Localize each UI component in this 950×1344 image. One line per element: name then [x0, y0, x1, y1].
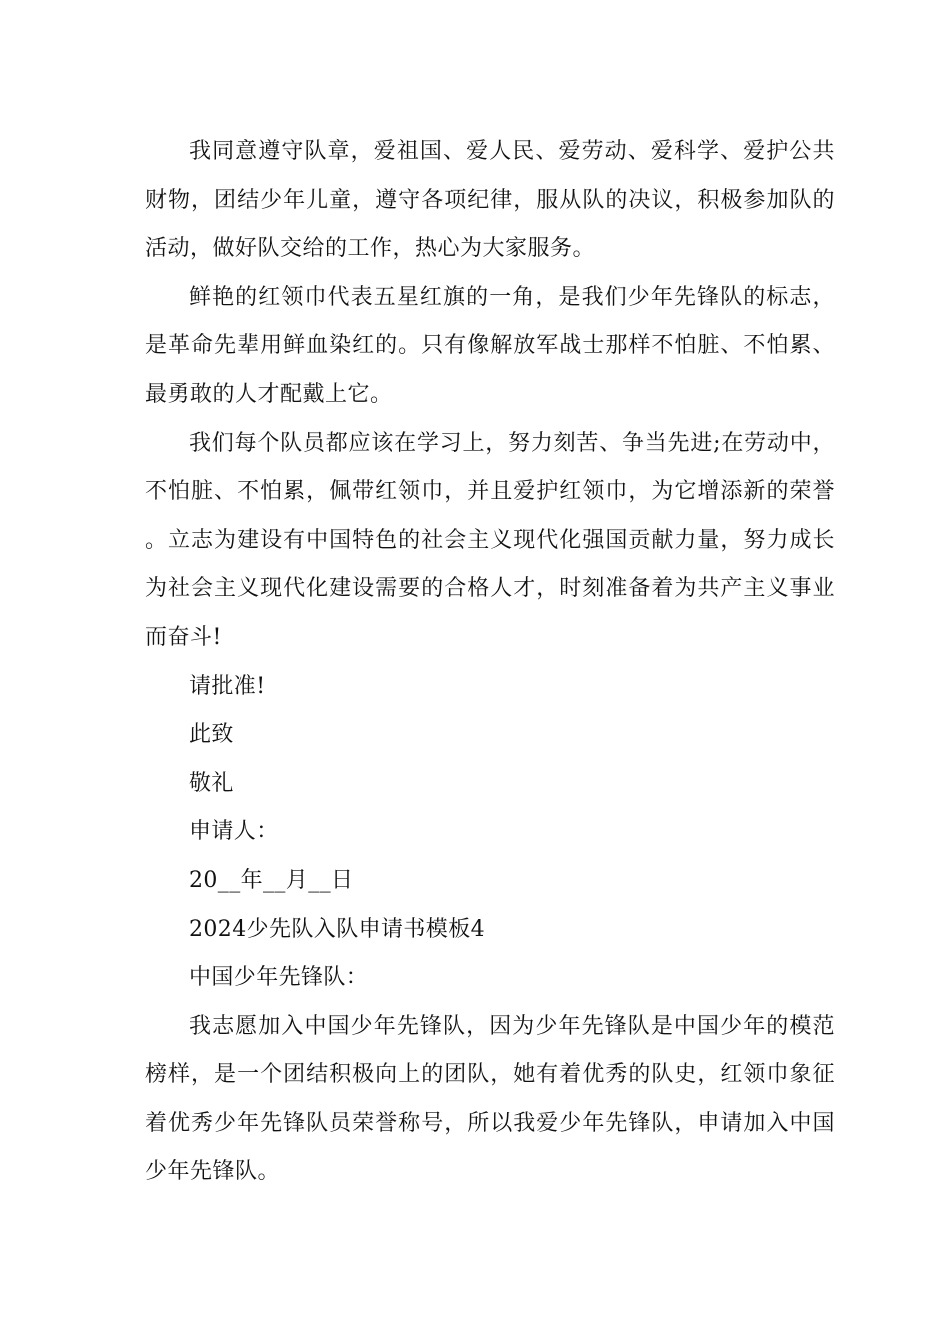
closing-request: 请批准! — [189, 673, 266, 699]
closing-regards-2: 敬礼 — [189, 770, 234, 796]
date-line: 20__年__月__日 — [189, 867, 354, 893]
paragraph-pledge: 我同意遵守队章，爱祖国、爱人民、爱劳动、爱科学、爱护公共财物，团结少年儿童，遵守各项纪律，服从队的决议，积极参加队的活动，做好队交给的工作，热心为大家服务。 — [145, 139, 835, 262]
applicant-line: 申请人： — [189, 819, 279, 845]
template-title: 2024少先队入队申请书模板4 — [189, 916, 485, 942]
paragraph-commitment: 我们每个队员都应该在学习上，努力刻苦、争当先进;在劳动中，不怕脏、不怕累，佩带红领巾，并且爱护红领巾，为它增添新的荣誉。立志为建设有中国特色的社会主义现代化强国贡献力量，努力成长为社会主义现代化建设需要的合格人才，时刻准备着为共产主义事业而奋斗! — [145, 430, 835, 650]
paragraph-application: 我志愿加入中国少年先锋队，因为少年先锋队是中国少年的模范榜样，是一个团结积极向上的团队，她有着优秀的队史，红领巾象征着优秀少年先锋队员荣誉称号，所以我爱少年先锋队，申请加入中国少年先锋队。 — [145, 1013, 835, 1185]
document-body — [145, 128, 835, 1197]
paragraph-red-scarf: 鲜艳的红领巾代表五星红旗的一角，是我们少年先锋队的标志，是革命先辈用鲜血染红的。只有像解放军战士那样不怕脏、不怕累、最勇敢的人才配戴上它。 — [145, 284, 835, 407]
closing-regards-1: 此致 — [189, 722, 234, 748]
salutation: 中国少年先锋队： — [189, 965, 369, 991]
